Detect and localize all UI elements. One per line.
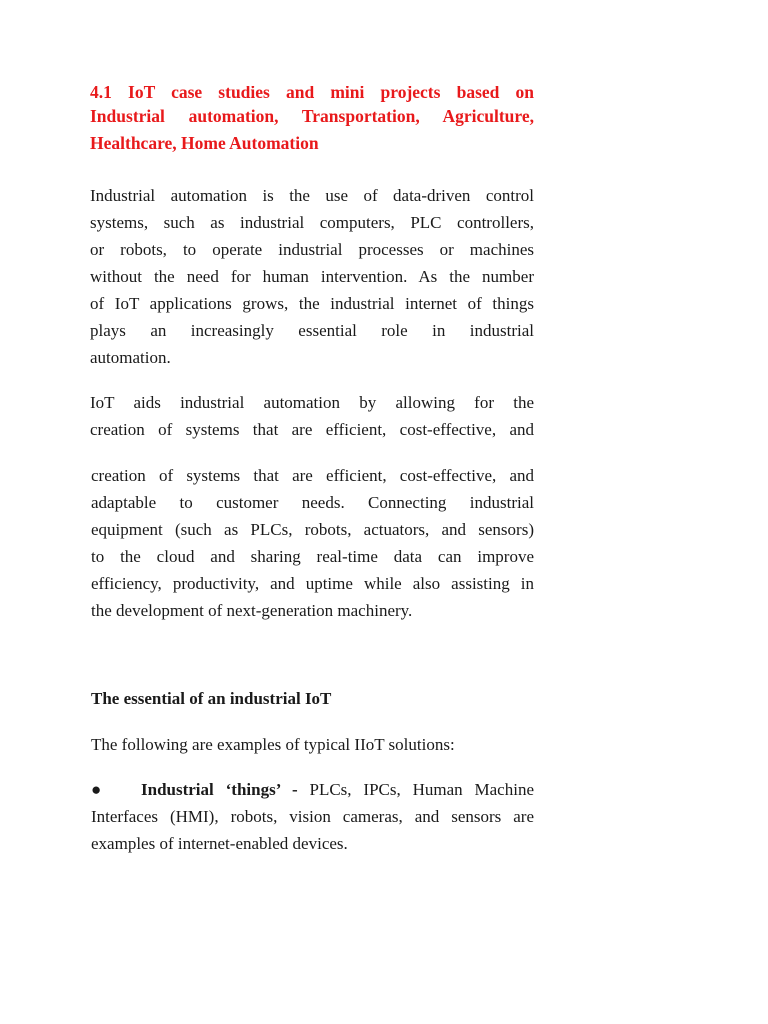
text-line: plays an increasingly essential role in industrial bbox=[90, 321, 534, 340]
paragraph-iot-aids bbox=[90, 389, 534, 443]
paragraph-industrial-automation bbox=[90, 182, 534, 371]
text-line: creation of systems that are efficient, cost-effective, and bbox=[91, 466, 534, 485]
bullet-line-2: Interfaces (HMI), robots, vision cameras, and sensors are bbox=[91, 807, 534, 826]
subheading-essential-iiot: The essential of an industrial IoT bbox=[91, 689, 332, 708]
text-line: adaptable to customer needs. Connecting industrial bbox=[91, 493, 534, 512]
bullet-icon: ● bbox=[91, 780, 102, 799]
heading-line-2: Industrial automation, Transportation, Agriculture, bbox=[90, 106, 534, 126]
text-line: creation of systems that are efficient, cost-effective, and bbox=[90, 420, 534, 439]
text-line: without the need for human intervention. As the number bbox=[90, 267, 534, 286]
text-line: automation. bbox=[90, 348, 171, 367]
heading-line-3: Healthcare, Home Automation bbox=[90, 132, 319, 153]
paragraph-examples-intro: The following are examples of typical IIoT solutions: bbox=[91, 735, 455, 754]
bullet-term: Industrial ‘things’ - bbox=[141, 780, 298, 799]
text-line: efficiency, productivity, and uptime while also assisting in bbox=[91, 574, 534, 593]
section-heading bbox=[90, 86, 534, 156]
paragraph-continued bbox=[91, 462, 534, 624]
text-line: Industrial automation is the use of data-driven control bbox=[90, 186, 534, 205]
text-line: the development of next-generation machinery. bbox=[91, 601, 413, 620]
bullet-text: PLCs, IPCs, Human Machine bbox=[297, 780, 534, 799]
text-line: of IoT applications grows, the industrial internet of things bbox=[90, 294, 534, 313]
text-line: to the cloud and sharing real-time data can improve bbox=[91, 547, 534, 566]
bullet-item-industrial-things bbox=[91, 776, 534, 857]
bullet-line-3: examples of internet-enabled devices. bbox=[91, 834, 348, 853]
heading-line-1-cropped: 4.1 IoT case studies and mini projects based on bbox=[90, 86, 534, 102]
bullet-line-1 bbox=[91, 776, 534, 803]
text-line: or robots, to operate industrial processes or machines bbox=[90, 240, 534, 259]
text-line: systems, such as industrial computers, PLC controllers, bbox=[90, 213, 534, 232]
text-line: IoT aids industrial automation by allowing for the bbox=[90, 393, 534, 412]
text-line: equipment (such as PLCs, robots, actuators, and sensors) bbox=[91, 520, 534, 539]
